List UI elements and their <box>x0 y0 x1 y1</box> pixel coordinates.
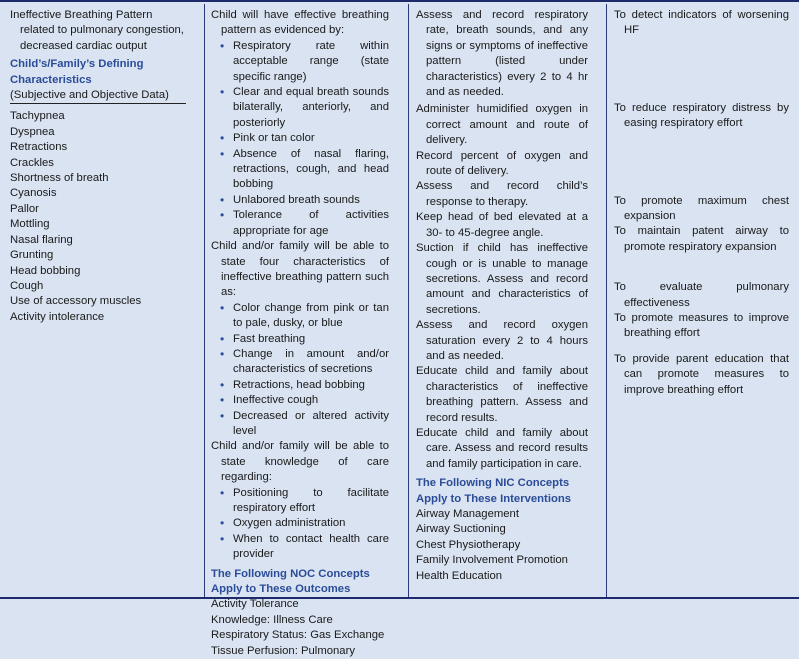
defining-characteristics-column <box>10 8 186 325</box>
nic-heading-line2: Apply to These Interventions <box>416 492 572 505</box>
list-item: Respiratory Status: Gas Exchange <box>211 629 385 642</box>
list-item: Activity intolerance <box>10 310 105 323</box>
intervention-item: Educate child and family about care. Assess and record results and family participation in care. <box>416 426 588 470</box>
rationale-item: To maintain patent airway to promote respiratory expansion <box>614 225 789 253</box>
intervention-item: Assess and record oxygen saturation every 2 to 4 hours and as needed. <box>416 319 588 362</box>
characteristics-heading-line1: Child’s/Family’s Defining <box>10 58 144 71</box>
rationale-item: To reduce respiratory distress by easing respiratory effort <box>614 101 789 130</box>
list-item: Head bobbing <box>10 264 81 277</box>
column-divider <box>606 4 607 597</box>
list-item: • Fast breathing <box>211 332 389 347</box>
rationale-column <box>614 8 789 398</box>
list-item: • Color change from pink or tan to pale, dusky, or blue <box>211 301 389 332</box>
list-item: • Oxygen administration <box>211 516 389 531</box>
list-item: • Absence of nasal flaring, retractions, cough, and head bobbing <box>211 147 389 193</box>
noc-heading-line1: The Following NOC Concepts <box>211 567 370 580</box>
intervention-item: Administer humidified oxygen in correct amount and route of delivery. <box>416 103 588 147</box>
noc-heading-line2: Apply to These Outcomes <box>211 583 351 596</box>
list-item: Family Involvement Promotion <box>416 554 568 567</box>
list-item: Pallor <box>10 202 39 215</box>
nic-list <box>416 507 588 584</box>
list-item: • Ineffective cough <box>211 393 389 408</box>
list-item: • Positioning to facilitate respiratory effort <box>211 486 389 517</box>
list-item: Tissue Perfusion: Pulmonary <box>211 644 355 657</box>
column-divider <box>408 4 409 597</box>
list-item: Use of accessory muscles <box>10 295 142 308</box>
list-item: • Change in amount and/or characteristics of secretions <box>211 347 389 378</box>
intervention-item: Educate child and family about characteristics of ineffective breathing pattern. Assess and record results. <box>416 365 588 424</box>
list-item: Airway Management <box>416 508 519 520</box>
outcome-intro: Child and/or family will be able to state four characteristics of ineffective breathing pattern such as: <box>211 240 389 299</box>
list-item: Cyanosis <box>10 187 57 200</box>
outcomes-column <box>211 8 389 659</box>
outcome-intro: Child will have effective breathing pattern as evidenced by: <box>211 9 389 37</box>
column-divider <box>204 4 205 597</box>
intervention-item: Keep head of bed elevated at a 30- to 45-degree angle. <box>416 211 588 239</box>
list-item: Grunting <box>10 249 54 262</box>
rationale-item: To evaluate pulmonary effectiveness <box>614 281 789 309</box>
outcome-bullets <box>211 301 389 440</box>
nic-heading-line1: The Following NIC Concepts <box>416 477 570 490</box>
list-item: • Clear and equal breath sounds bilaterally, anteriorly, and posteriorly <box>211 85 389 131</box>
list-item: • Retractions, head bobbing <box>211 378 389 393</box>
intervention-item: Record percent of oxygen and route of delivery. <box>416 149 588 178</box>
intervention-item: Suction if child has ineffective cough or is unable to manage secretions. Assess and record amount and characteristics of secretions. <box>416 242 588 316</box>
list-item: Cough <box>10 279 44 292</box>
list-item: • Decreased or altered activity level <box>211 409 389 440</box>
list-item: • Tolerance of activities appropriate for age <box>211 208 389 239</box>
outcome-bullets <box>211 39 389 239</box>
intervention-item: Assess and record child’s response to therapy. <box>416 180 588 208</box>
list-item: Crackles <box>10 156 54 169</box>
rationale-item: To promote maximum chest expansion <box>614 194 789 223</box>
rationale-item: To promote measures to improve breathing effort <box>614 312 789 340</box>
list-item: Airway Suctioning <box>416 523 506 536</box>
list-item: Chest Physiotherapy <box>416 538 521 551</box>
list-item: Dyspnea <box>10 125 55 138</box>
characteristics-heading-line2: Characteristics <box>10 73 92 86</box>
list-item: • Pink or tan color <box>211 131 389 146</box>
list-item: Retractions <box>10 141 68 154</box>
outcome-intro: Child and/or family will be able to state knowledge of care regarding: <box>211 440 389 484</box>
interventions-column <box>416 8 588 584</box>
list-item: • Unlabored breath sounds <box>211 193 389 208</box>
outcome-bullets <box>211 486 389 563</box>
list-item: Nasal flaring <box>10 233 73 246</box>
nursing-diagnosis: Ineffective Breathing Pattern related to pulmonary congestion, decreased cardiac output <box>10 9 184 52</box>
list-item: Activity Tolerance <box>211 598 299 611</box>
noc-list <box>211 597 389 659</box>
rationale-item: To provide parent education that can promote measures to improve breathing effort <box>614 352 789 396</box>
list-item: Shortness of breath <box>10 172 109 185</box>
intervention-item: Assess and record respiratory rate, breath sounds, and any signs or symptoms of ineffective pattern (listed under characteristics) every 2 to 4 hr and as needed. <box>416 9 588 99</box>
list-item: Mottling <box>10 218 50 231</box>
list-item: • Respiratory rate within acceptable range (state specific range) <box>211 39 389 85</box>
list-item: • When to contact health care provider <box>211 532 389 563</box>
list-item: Knowledge: Illness Care <box>211 613 333 626</box>
list-item: Health Education <box>416 569 503 582</box>
characteristics-list <box>10 109 186 325</box>
rationale-item: To detect indicators of worsening HF <box>614 9 789 37</box>
characteristics-subheading: (Subjective and Objective Data) <box>10 88 186 104</box>
list-item: Tachypnea <box>10 110 65 123</box>
